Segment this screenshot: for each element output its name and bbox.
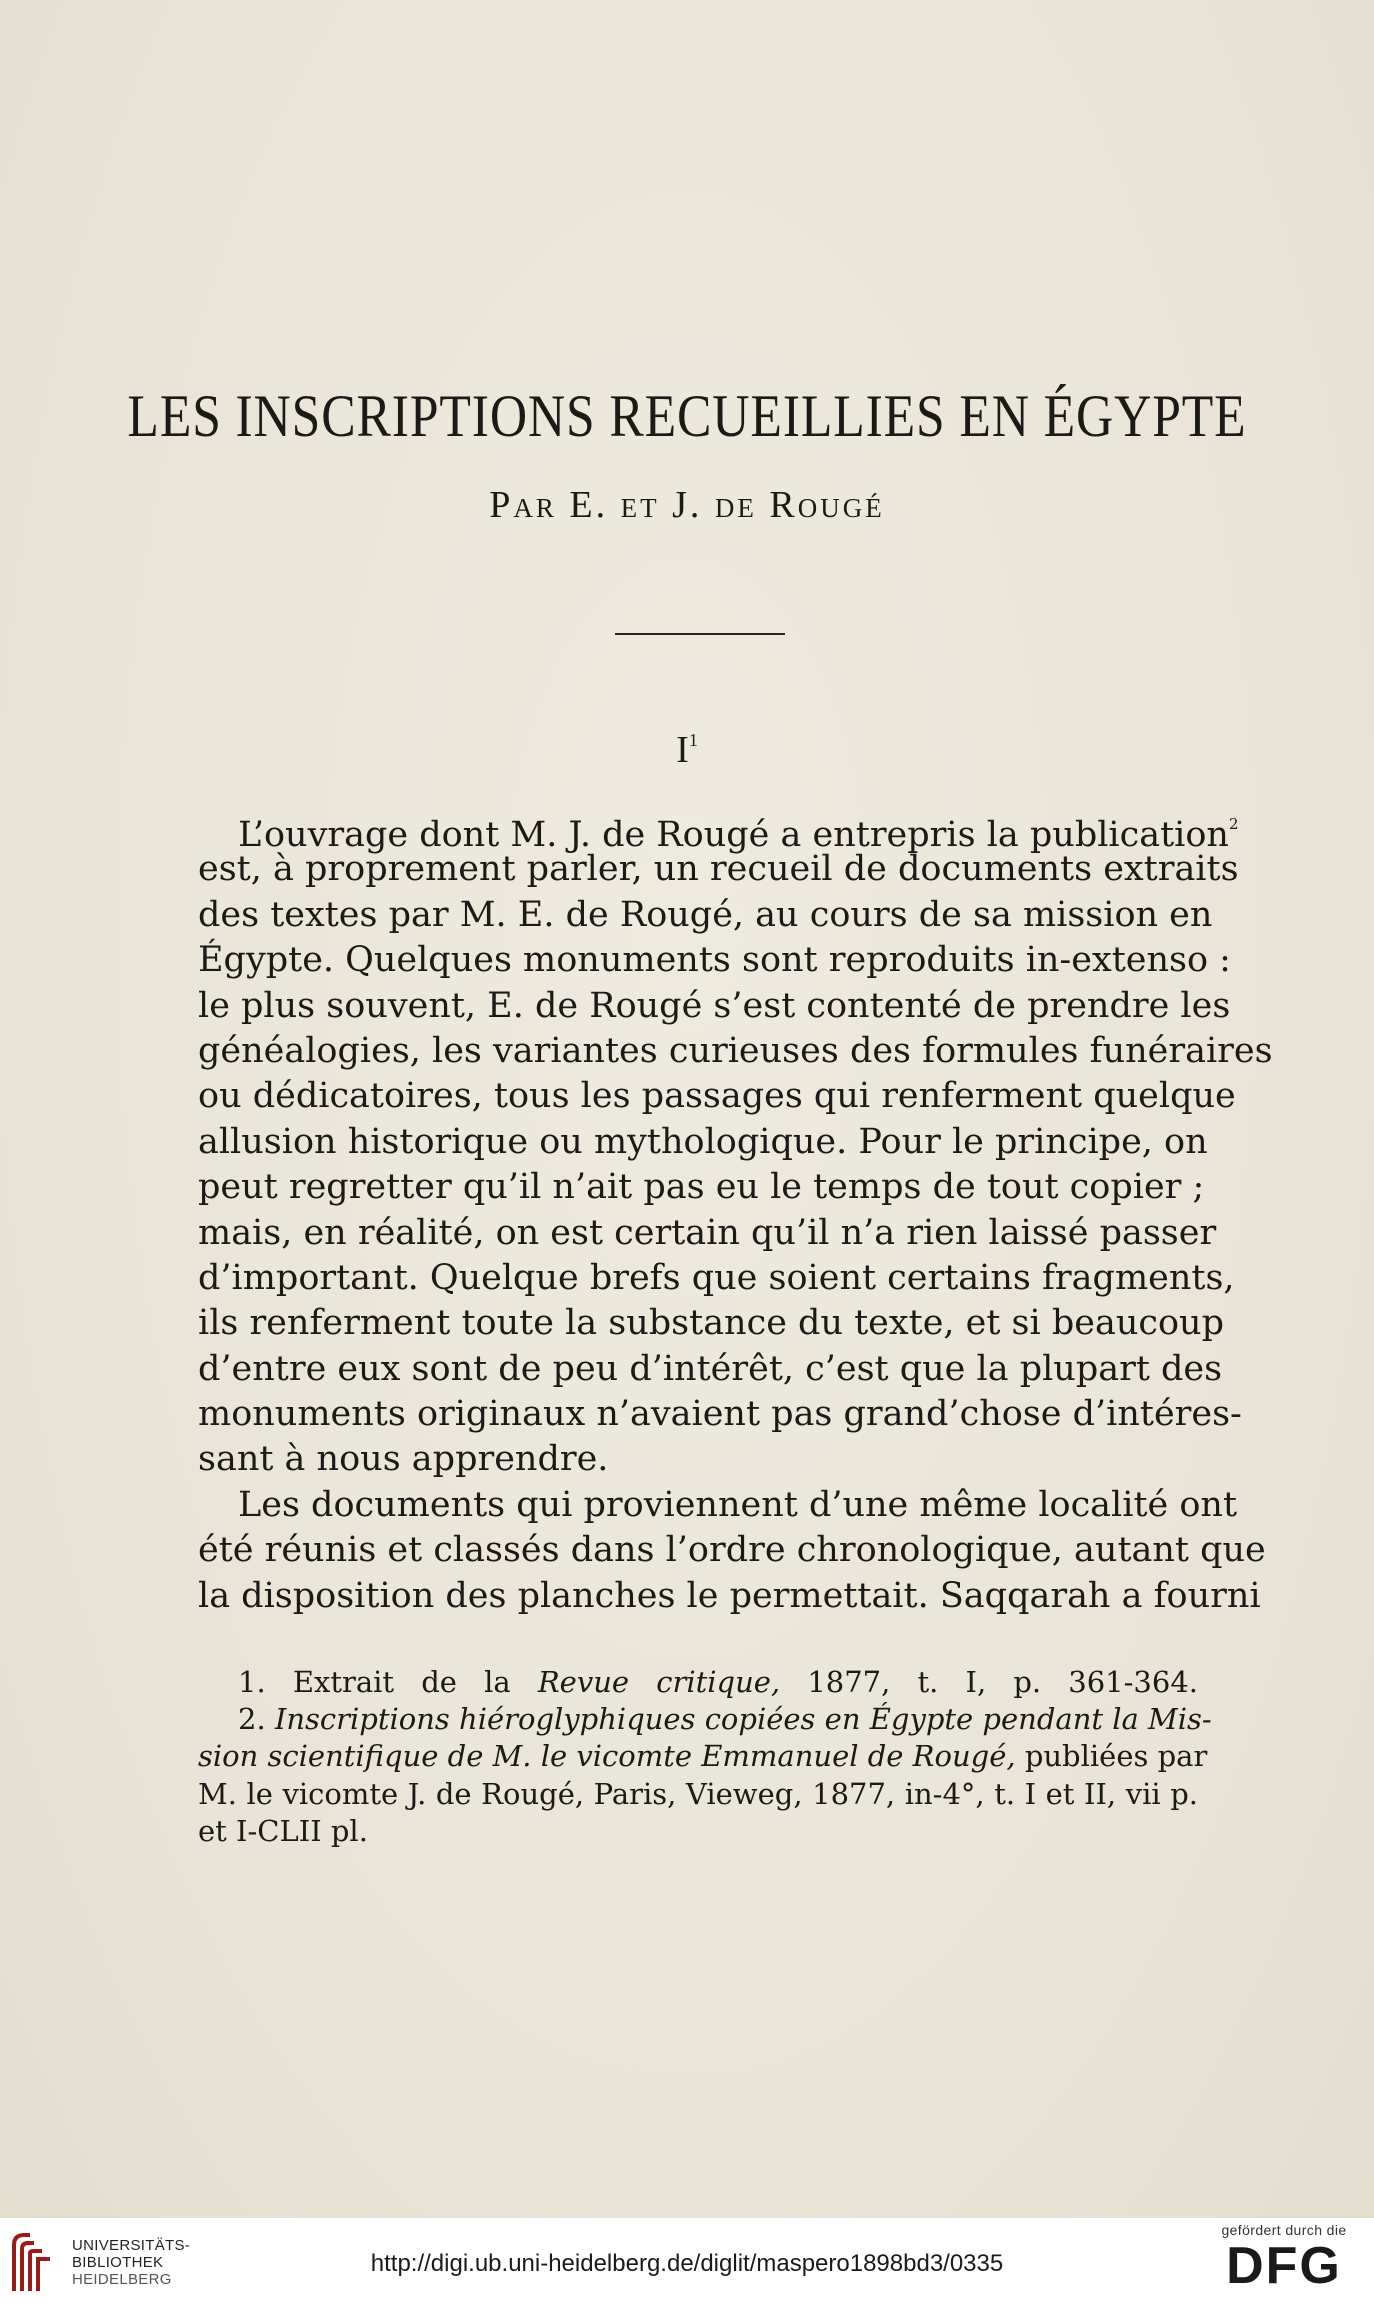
body-line-text: sant à nous apprendre.: [198, 1439, 609, 1480]
footnote-2-line: [198, 1776, 1198, 1813]
body-line: [198, 1029, 1273, 1074]
dfg-logo: DFG: [1226, 2237, 1342, 2295]
body-line-text: d’entre eux sont de peu d’intérêt, c’est que la plupart des: [198, 1348, 1223, 1389]
footnote-2-rest: M. le vicomte J. de Rougé, Paris, Vieweg, 1877, in-4°, t. I et II, vii p.: [198, 1776, 1198, 1811]
footnote-2-title: Inscriptions hiéroglyphiques copiées en Égypte pendant la Mis-: [274, 1702, 1212, 1737]
footnote-2-line: [198, 1701, 1212, 1738]
source-url-link[interactable]: http://digi.ub.uni-heidelberg.de/diglit/maspero1898bd3/0335: [370, 2250, 1004, 2277]
body-line: [198, 1437, 1198, 1482]
library-name-line: BIBLIOTHEK: [72, 2254, 164, 2271]
footnote-1: [198, 1664, 1198, 1701]
footnote-2-line: [198, 1813, 1198, 1850]
body-line-text: généalogies, les variantes curieuses des formules funéraires: [198, 1030, 1273, 1071]
body-line: [198, 1392, 1242, 1437]
body-line: [198, 984, 1231, 1029]
body-line: [198, 1074, 1236, 1119]
body-line: [198, 1483, 1238, 1528]
body-line: [198, 1120, 1208, 1165]
body-line: [198, 938, 1231, 983]
body-line-text: monuments originaux n’avaient pas grand’chose d’intéres-: [198, 1394, 1242, 1435]
article-title: LES INSCRIPTIONS RECUEILLIES EN ÉGYPTE: [127, 383, 1247, 449]
body-line-text: L’ouvrage dont M. J. de Rougé a entrepris la publication: [238, 815, 1229, 855]
body-line: [198, 1165, 1205, 1210]
footnote-2-line: [198, 1738, 1208, 1775]
body-line-text: d’important. Quelque brefs que soient certains fragments,: [198, 1257, 1235, 1298]
section-number: I: [676, 729, 689, 771]
footnote-2-rest: publiées par: [1024, 1739, 1208, 1774]
body-line: [198, 1256, 1235, 1301]
footnote-2-number: 2.: [238, 1702, 266, 1737]
body-line-text: peut regretter qu’il n’ait pas eu le temps de tout copier ;: [198, 1167, 1205, 1208]
body-text: [198, 802, 1273, 1619]
library-name-line: HEIDELBERG: [72, 2271, 172, 2288]
footnote-2-title-cont: sion scientifique de M. le vicomte Emmanuel de Rougé,: [198, 1739, 1016, 1774]
footnote-1-title: Revue critique,: [537, 1665, 781, 1699]
body-line-text: ils renferment toute la substance du texte, et si beaucoup: [198, 1303, 1224, 1344]
body-line: [198, 1211, 1217, 1256]
body-line-text: Égypte. Quelques monuments sont reproduits in-extenso :: [198, 940, 1231, 981]
article-byline: Par E. et J. de Rougé: [489, 484, 885, 526]
body-line: [198, 1574, 1261, 1619]
body-line-text: été réunis et classés dans l’ordre chronologique, autant que: [198, 1530, 1266, 1571]
section-heading: [0, 728, 1374, 772]
body-line-text: des textes par M. E. de Rougé, au cours de sa mission en: [198, 894, 1213, 935]
body-line: [198, 847, 1239, 892]
body-line: [198, 1301, 1224, 1346]
body-line-text: ou dédicatoires, tous les passages qui renferment quelque: [198, 1076, 1236, 1117]
funding-caption: gefördert durch die: [1221, 2222, 1347, 2238]
library-name-line: UNIVERSITÄTS-: [72, 2237, 191, 2254]
body-line-text: la disposition des planches le permettait. Saqqarah a fourni: [198, 1575, 1261, 1616]
body-line: [198, 893, 1213, 938]
section-note-ref: 1: [688, 730, 698, 750]
footnotes: [198, 1664, 1212, 1850]
funder-block: [1214, 2222, 1354, 2294]
footnote-2-rest: et I-CLII pl.: [198, 1813, 368, 1848]
body-line-text: mais, en réalité, on est certain qu’il n’a rien laissé passer: [198, 1212, 1217, 1253]
body-line: [198, 1528, 1266, 1573]
body-line-text: Les documents qui proviennent d’une même localité ont: [238, 1484, 1238, 1525]
body-line-text: allusion historique ou mythologique. Pour le principe, on: [198, 1121, 1208, 1162]
title-rule: [615, 633, 785, 635]
body-line: [198, 802, 1239, 855]
body-line: [198, 1347, 1223, 1392]
footnote-1-rest: 1877, t. I, p. 361-364.: [807, 1665, 1198, 1699]
body-line-text: est, à proprement parler, un recueil de documents extraits: [198, 849, 1239, 890]
body-line-text: le plus souvent, E. de Rougé s’est contenté de prendre les: [198, 985, 1231, 1026]
footnote-1-lead: 1. Extrait de la: [238, 1665, 511, 1699]
note-reference: 2: [1228, 815, 1239, 833]
